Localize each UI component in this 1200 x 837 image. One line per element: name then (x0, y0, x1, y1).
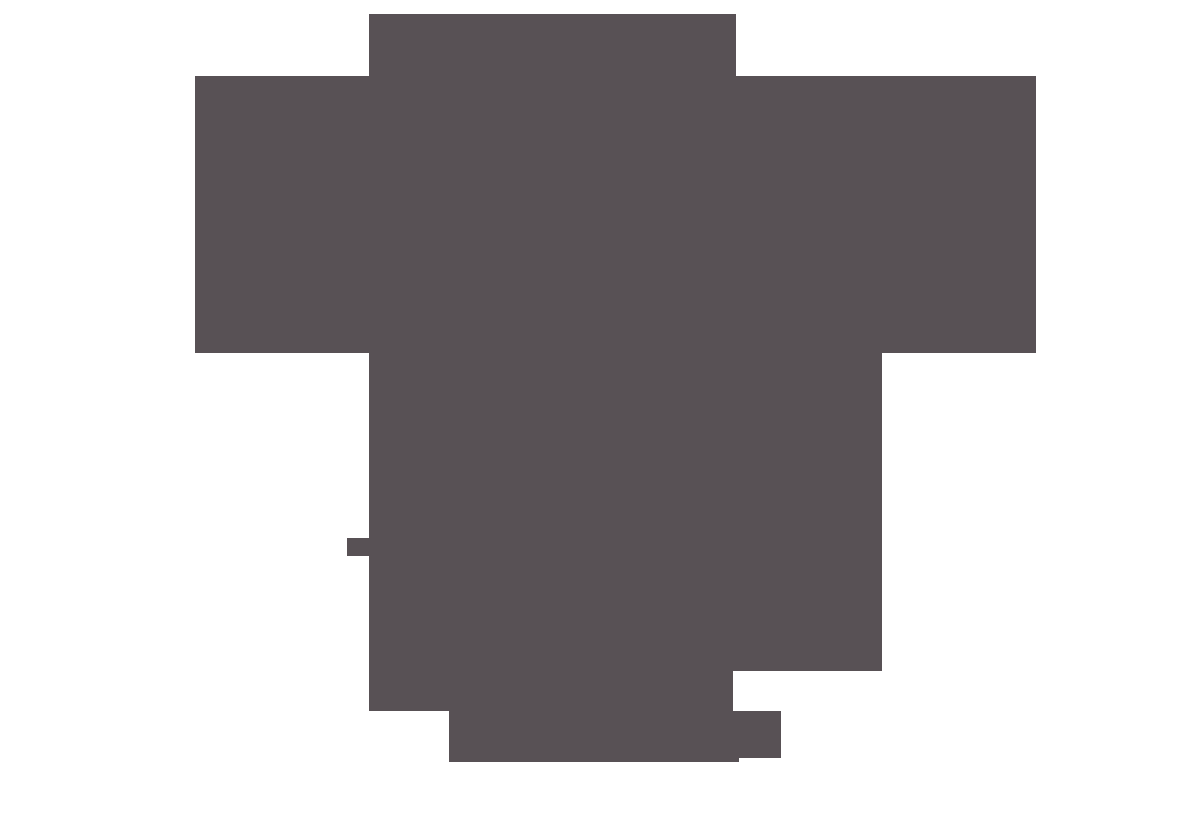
top-block (369, 14, 736, 76)
center-column-block (369, 353, 882, 671)
upper-wide-block (195, 76, 1036, 353)
bottom-shadow-strip (449, 754, 739, 762)
bottom-bar (449, 711, 781, 758)
left-nub (347, 538, 371, 556)
lower-left-column (369, 671, 733, 711)
